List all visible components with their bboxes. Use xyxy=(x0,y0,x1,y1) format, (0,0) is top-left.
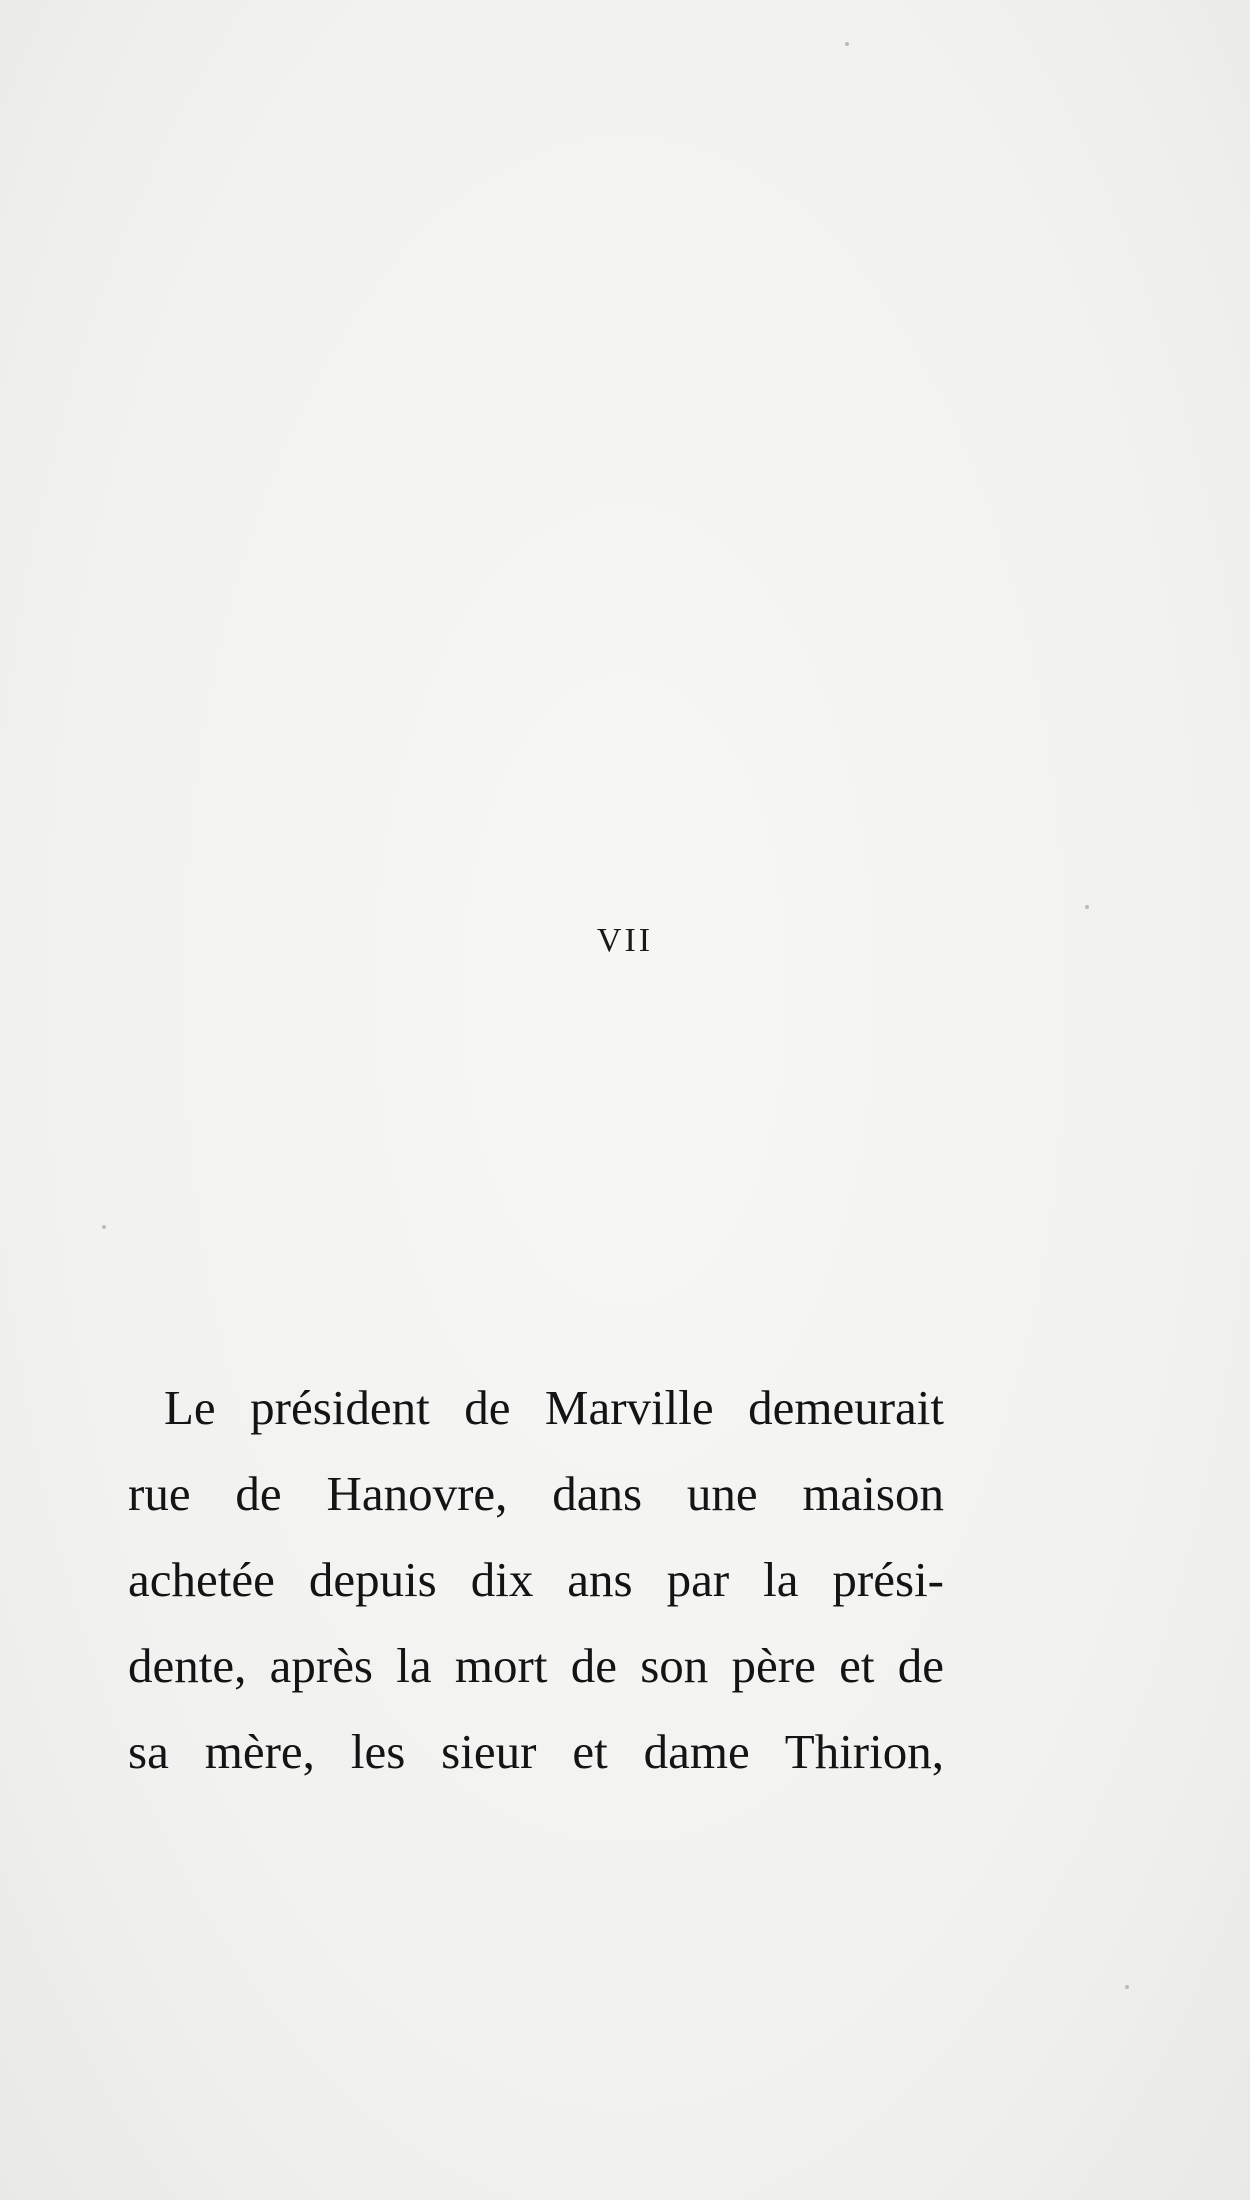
paper-speck xyxy=(102,1225,106,1229)
paper-speck xyxy=(845,42,849,46)
text-line: achetée depuis dix ans par la prési- xyxy=(128,1552,944,1607)
text-line: Le président de Marville demeurait xyxy=(164,1380,944,1435)
text-line: sa mère, les sieur et dame Thirion, xyxy=(128,1724,944,1779)
chapter-heading: VII xyxy=(596,922,654,959)
body-paragraph xyxy=(128,1365,944,1795)
text-line: rue de Hanovre, dans une maison xyxy=(128,1466,944,1521)
paper-speck xyxy=(1085,905,1089,909)
paper-speck xyxy=(1125,1985,1129,1989)
text-line: dente, après la mort de son père et de xyxy=(128,1638,944,1693)
